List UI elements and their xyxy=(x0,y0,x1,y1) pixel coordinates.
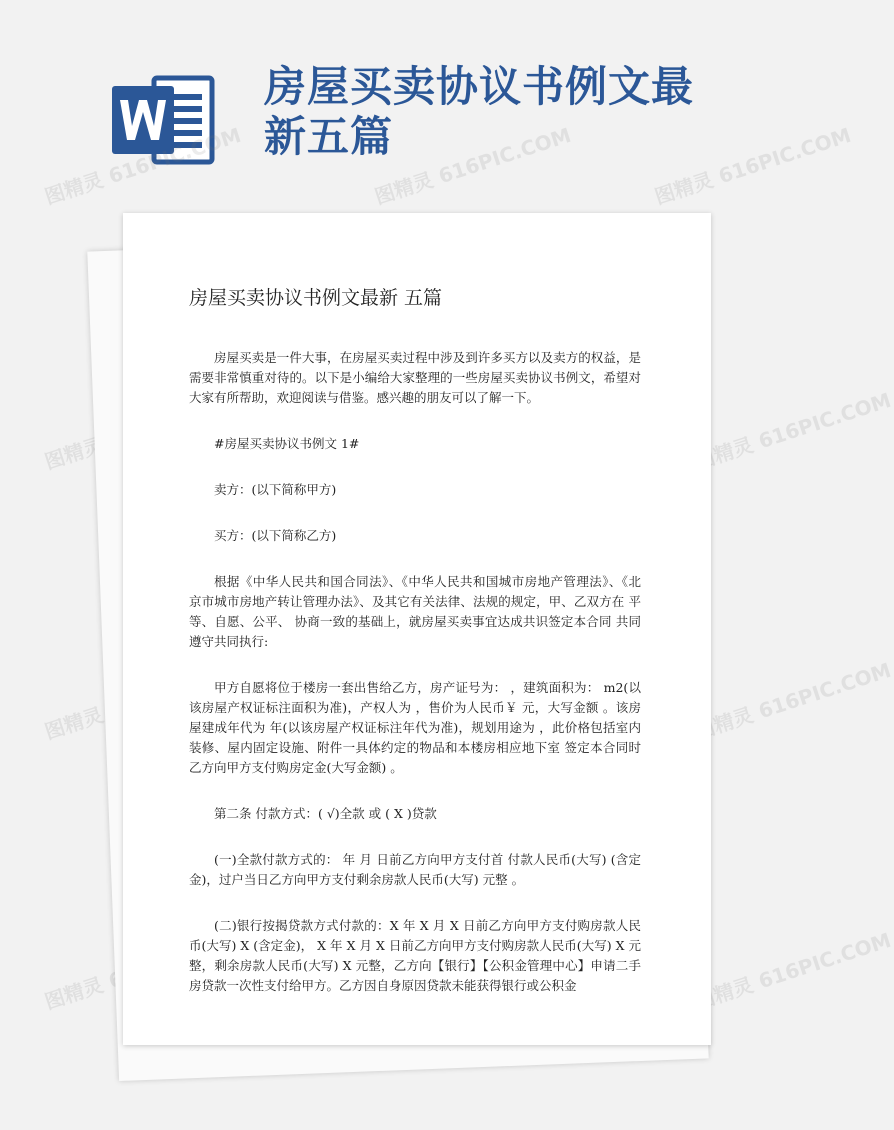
watermark: 图精灵 xyxy=(41,972,107,1014)
page-title: 房屋买卖协议书例文最新五篇 xyxy=(264,62,695,161)
paragraph: 第二条 付款方式：( √)全款 或 ( X )贷款 xyxy=(214,806,437,821)
paragraph: 卖方：(以下简称甲方) xyxy=(214,482,337,497)
paragraph: 根据《中华人民共和国合同法》、《中华人民共和国城市房地产管理法》、《北 京市城市房地产转让管理办法》、及其它有关法律、法规的规定，甲、乙双方在 平等、自愿、公平、 协商一致的基础上，就房屋买卖事宜达成共识签定本合同 共同遵守共同执行: xyxy=(189,574,641,649)
section-heading: #房屋买卖协议书例文 1# xyxy=(214,436,360,451)
document-page xyxy=(123,213,711,1045)
word-document-icon xyxy=(110,72,216,168)
paragraph: 买方：(以下简称乙方) xyxy=(214,528,337,543)
watermark: 图精灵 xyxy=(41,702,107,744)
paragraph: 甲方自愿将位于楼房一套出售给乙方，房产证号为： ，建筑面积为： m2(以该房屋产权证标注面积为准)，产权人为 ，售价为人民币￥ 元，大写金额 。该房屋建成年代为 年(以该房屋产权证标注年代为准)，规划用途为 ，此价格包括室内装修、屋内固定设施、附件一具体约定的物品和本楼房相应地下室 签定本合同时乙方向甲方支付购房定金(大写金额) 。 xyxy=(189,680,641,775)
document-body xyxy=(189,348,641,996)
watermark: 图精灵 616PIC.COM xyxy=(691,657,894,744)
watermark: 图精灵 616PIC.COM xyxy=(651,122,854,209)
watermark: 图精灵 xyxy=(41,432,107,474)
document-title: 房屋买卖协议书例文最新 五篇 xyxy=(189,287,443,309)
paragraph: 房屋买卖是一件大事，在房屋买卖过程中涉及到许多买方以及卖方的权益，是需要非常慎重对待的。以下是小编给大家整理的一些房屋买卖协议书例文，希望对大家有所帮助，欢迎阅读与借鉴。感兴趣的朋友可以了解一下。 xyxy=(189,350,641,405)
watermark: 图精灵 616PIC.COM xyxy=(371,122,574,209)
watermark: 图精灵 616PIC.COM xyxy=(41,122,244,209)
watermark: 图精灵 616PIC.COM xyxy=(691,927,894,1014)
paragraph: (二)银行按揭贷款方式付款的：X 年 X 月 X 日前乙方向甲方支付购房款人民币(大写) X (含定金)， X 年 X 月 X 日前乙方向甲方支付购房款人民币(大写) X 元整，剩余房款人民币(大写) X 元整，乙方向【银行】【公积金管理中心】申请二手房贷款一次性支付给甲方。乙方因自身原因贷款未能获得银行或公积金 xyxy=(189,918,641,993)
paragraph: (一)全款付款方式的： 年 月 日前乙方向甲方支付首 付款人民币(大写) (含定金)，过户当日乙方向甲方支付剩余房款人民币(大写) 元整 。 xyxy=(189,852,641,887)
watermark: 图精灵 616PIC.COM xyxy=(691,387,894,474)
